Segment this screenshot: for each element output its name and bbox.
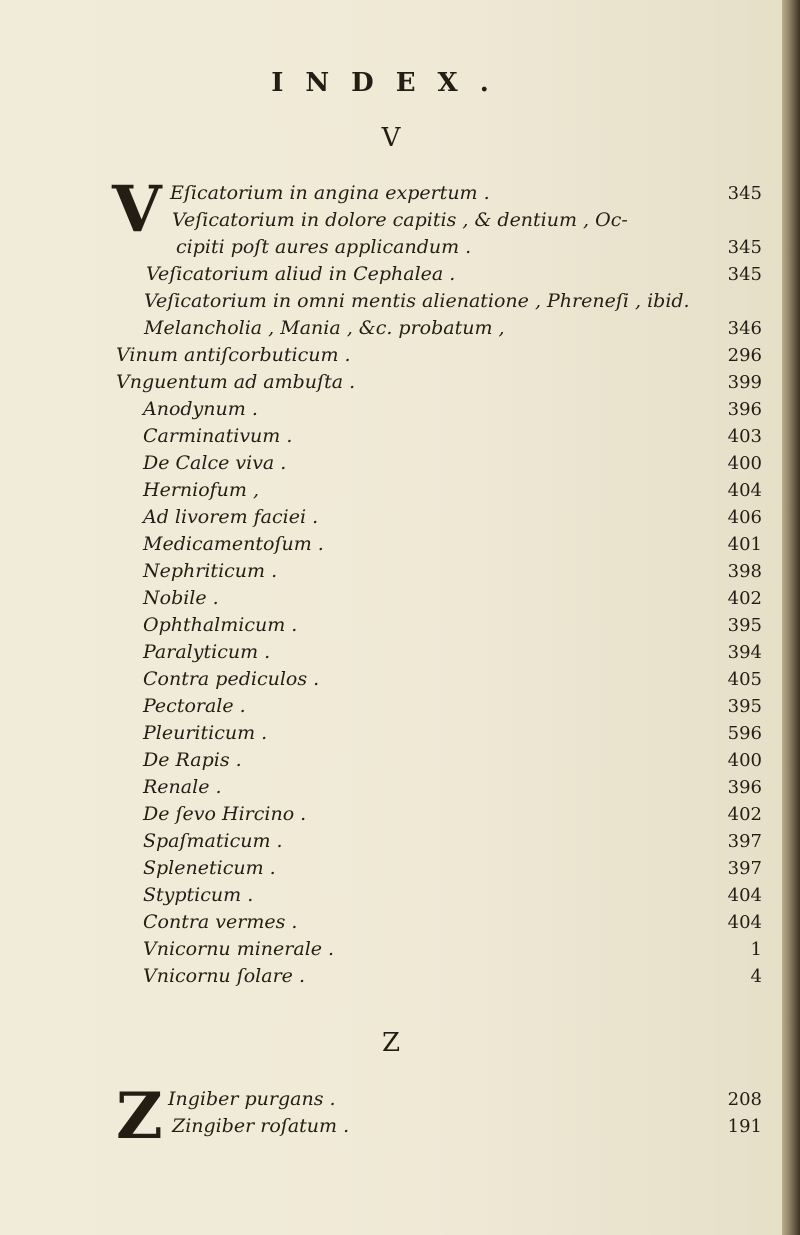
entry-text: Contra vermes . (143, 911, 298, 933)
index-entry (144, 288, 762, 315)
entry-text: Stypticum . (143, 884, 254, 906)
entry-page-number: 401 (727, 534, 762, 555)
entry-page-number: 345 (727, 264, 762, 285)
entry-page-number: 404 (727, 912, 762, 933)
index-entry (146, 261, 762, 288)
entry-page-number: 402 (727, 588, 762, 609)
page-edge (782, 0, 800, 1235)
entry-page-number: 596 (727, 723, 762, 744)
index-entry (143, 612, 762, 639)
index-entry (143, 882, 762, 909)
index-entry (143, 504, 762, 531)
entry-page-number: 404 (727, 885, 762, 906)
index-entry (116, 369, 762, 396)
index-entry (143, 558, 762, 585)
entry-page-number: 296 (727, 345, 762, 366)
index-entry (143, 693, 762, 720)
entry-page-number: 208 (727, 1089, 762, 1110)
index-entry (176, 234, 762, 261)
index-entry (143, 936, 762, 963)
entry-page-number: 346 (727, 318, 762, 339)
dropcap-z: Z (116, 1079, 163, 1154)
entry-text: De Calce viva . (143, 452, 287, 474)
index-entry (143, 963, 762, 990)
index-entry (143, 801, 762, 828)
entry-page-number: 1 (750, 939, 762, 960)
entry-text: Carminativum . (143, 425, 293, 447)
index-entry (143, 774, 762, 801)
entry-page-number: 395 (727, 696, 762, 717)
index-entry (170, 180, 762, 207)
entry-text: Ingiber purgans . (168, 1088, 336, 1110)
entry-text: Pleuriticum . (143, 722, 268, 744)
entry-page-number: 396 (727, 777, 762, 798)
entry-page-number: 345 (727, 183, 762, 204)
entry-text: cipiti poſt aures applicandum . (176, 236, 472, 258)
index-entry (143, 909, 762, 936)
index-entry (143, 585, 762, 612)
entry-page-number: 400 (727, 453, 762, 474)
entry-text: Medicamentoſum . (143, 533, 324, 555)
entry-page-number: 400 (727, 750, 762, 771)
entry-text: Ad livorem faciei . (143, 506, 319, 528)
index-entry (172, 1113, 762, 1140)
entry-page-number: 4 (750, 966, 762, 987)
entry-page-number: 406 (727, 507, 762, 528)
index-entry (143, 639, 762, 666)
entry-text: Eſicatorium in angina expertum . (170, 182, 490, 204)
entry-text: Nobile . (143, 587, 219, 609)
entry-text: Pectorale . (143, 695, 246, 717)
entry-page-number: 398 (727, 561, 762, 582)
entry-page-number: 402 (727, 804, 762, 825)
index-header: INDEX. (271, 68, 511, 98)
section-letter-v: V (381, 123, 401, 153)
entry-text: De Rapis . (143, 749, 242, 771)
index-entry (168, 1086, 762, 1113)
index-entry (144, 315, 762, 342)
entry-page-number: 396 (727, 399, 762, 420)
index-entry (143, 477, 762, 504)
entry-page-number: 191 (727, 1116, 762, 1137)
index-entry (143, 396, 762, 423)
entry-page-number: 395 (727, 615, 762, 636)
index-entry (172, 207, 762, 234)
section-letter-z: Z (381, 1028, 401, 1058)
entry-page-number: 405 (727, 669, 762, 690)
index-entry (143, 747, 762, 774)
index-entry (116, 342, 762, 369)
entry-text: Veſicatorium in omni mentis alienatione , Phreneſi , ibid. (144, 290, 690, 312)
entry-page-number: 403 (727, 426, 762, 447)
entry-text: Nephriticum . (143, 560, 278, 582)
index-entry (143, 531, 762, 558)
entry-text: Vnicornu minerale . (143, 938, 335, 960)
index-entry (143, 855, 762, 882)
entry-page-number: 394 (727, 642, 762, 663)
index-entry (143, 666, 762, 693)
entry-text: Spaſmaticum . (143, 830, 283, 852)
entry-text: Spleneticum . (143, 857, 276, 879)
entry-text: Renale . (143, 776, 222, 798)
entry-text: Veſicatorium aliud in Cephalea . (146, 263, 456, 285)
entry-page-number: 397 (727, 831, 762, 852)
entry-text: Melancholia , Mania , &c. probatum , (144, 317, 505, 339)
entry-page-number: 399 (727, 372, 762, 393)
dropcap-v: V (112, 172, 162, 247)
entry-text: Ophthalmicum . (143, 614, 298, 636)
entry-text: Anodynum . (143, 398, 258, 420)
index-entry (143, 423, 762, 450)
entry-text: Zingiber roſatum . (172, 1115, 350, 1137)
entry-page-number: 397 (727, 858, 762, 879)
entry-text: Herniofum , (143, 479, 260, 501)
entry-text: De ſevo Hircino . (143, 803, 307, 825)
index-entry (143, 720, 762, 747)
entry-text: Paralyticum . (143, 641, 271, 663)
index-entry (143, 450, 762, 477)
entry-text: Vinum antiſcorbuticum . (116, 344, 351, 366)
entry-text: Vnicornu ſolare . (143, 965, 305, 987)
entry-page-number: 345 (727, 237, 762, 258)
entry-text: Contra pediculos . (143, 668, 320, 690)
entry-text: Veſicatorium in dolore capitis , & dentium , Oc- (172, 209, 628, 231)
entry-page-number: 404 (727, 480, 762, 501)
index-entry (143, 828, 762, 855)
entry-text: Vnguentum ad ambuſta . (116, 371, 356, 393)
